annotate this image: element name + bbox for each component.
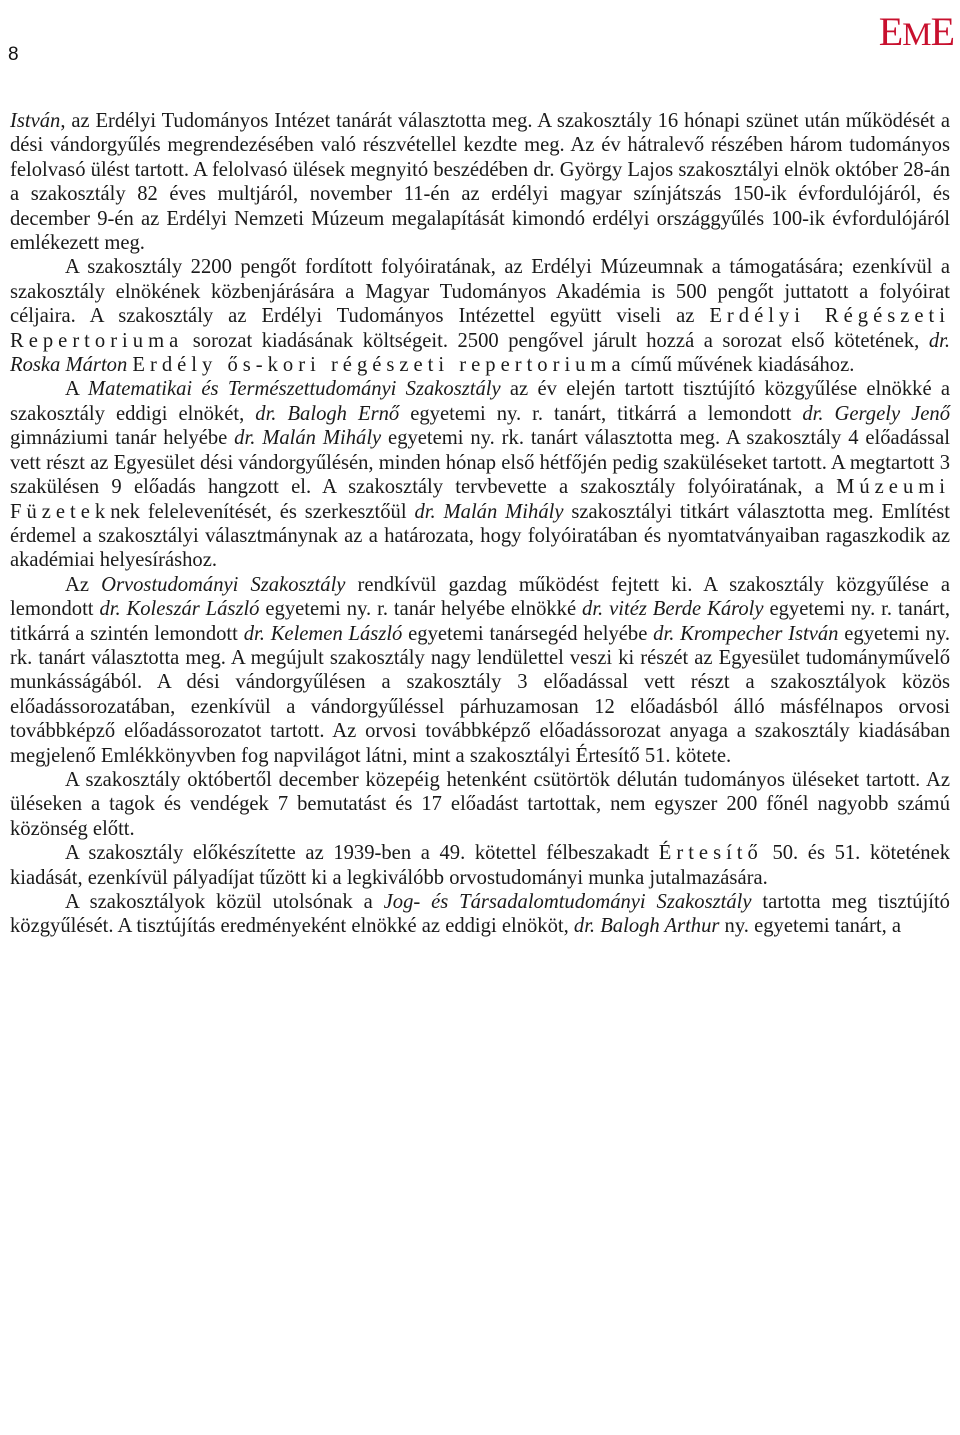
- text-run: nek felelevenítését, és szerkesztőül: [110, 500, 415, 523]
- italic-name: István: [10, 110, 61, 132]
- italic-name: dr. Krompecher István: [653, 622, 839, 645]
- spaced-title: Értesítő: [658, 842, 763, 865]
- italic-name: dr. Malán Mihály: [414, 500, 564, 523]
- text-run: rendkívül gazdag működést fejtett ki. A szakosztály közgyűlése a lemondott: [10, 573, 951, 621]
- text-run: szakosztályi titkárt választotta meg. Említést érdemel a szakosztályi választmánynak az a határozata, hogy folyóiratában és nyomtatványaiban ragaszkodik az akadémiai helyesíráshoz.: [10, 500, 950, 572]
- text-run: 50. és 51. kötetének kiadását, ezenkívül pályadíjat tűzött ki a legkiválóbb orvostudományi munka jutalmazására.: [10, 842, 950, 889]
- paragraph: [10, 841, 950, 890]
- paragraph: [10, 255, 950, 377]
- text-run: A szakosztály októbertől december közepéig hetenként csütörtök délután tudományos üléseket tartott. Az üléseken a tagok és vendégek 7 bemutatást és 17 előadást tartottak, nem egyszer 200 főnél nagyobb számú közönség előtt.: [10, 768, 950, 840]
- text-run: ny. egyetemi tanárt, a: [719, 915, 902, 938]
- italic-name: Jog- és Társadalomtudományi Szakosztály: [383, 891, 752, 913]
- text-run: , az Erdélyi Tudományos Intézet tanárát választotta meg. A szakosztály 16 hónapi szünet után működését a dési vándorgyűlés megrendezésében való részvétellel kezdte meg. Az év hátralevő részében három tudományos felolvasó ülést tartott. A felolvasó ülések megnyitó beszédében dr. György Lajos szakosztályi elnök október 28-án a szakosztály 82 éves multjáról, november 11-én az erdélyi magyar színjátszás 150-ik évfordulójáról, és december 9-én az Erdélyi Nemzeti Múzeum megalapítását kimondó erdélyi országgyűlés 100-ik évfordulójáról emlékezett meg.: [10, 110, 950, 255]
- text-run: című művének kiadásához.: [625, 354, 855, 377]
- text-run: A szakosztályok közül utolsónak a: [65, 891, 384, 913]
- italic-name: dr. Gergely Jenő: [802, 402, 951, 425]
- italic-name: dr. Kelemen László: [243, 622, 403, 645]
- italic-name: dr. Balogh Arthur: [573, 915, 720, 938]
- journal-logo: EME: [878, 9, 954, 54]
- text-run: egyetemi ny. r. tanárt, titkárrá a szintén lemondott: [10, 598, 950, 645]
- italic-name: dr. Balogh Ernő: [255, 402, 400, 425]
- paragraph: [10, 377, 950, 572]
- text-run: gimnáziumi tanár helyébe: [10, 427, 235, 450]
- spaced-title: Erdélyi Régészeti Repertoriuma: [10, 305, 950, 352]
- paragraph: [10, 573, 950, 768]
- text-run: tartotta meg tisztújító közgyűlését. A tisztújítás eredményeként elnökké az eddigi elnököt,: [10, 891, 950, 938]
- italic-name: Orvostudományi Szakosztály: [101, 573, 346, 596]
- text-run: egyetemi tanársegéd helyébe: [402, 622, 654, 645]
- article-text: [10, 109, 950, 939]
- spaced-title: Erdély ős-kori régészeti repertoriuma: [132, 354, 626, 377]
- paragraph: [10, 109, 950, 255]
- text-run: A szakosztály 2200 pengőt fordított folyóiratának, az Erdélyi Múzeumnak a támogatására; ezenkívül a szakosztály elnökének közbenjárására a Magyar Tudományos Akadémia is 500 pengőt juttatott a folyóirat céljaira. A szakosztály az Erdélyi Tudományos Intézettel együtt viseli az: [10, 256, 950, 328]
- italic-name: dr. Malán Mihály: [234, 427, 382, 450]
- text-run: egyetemi ny. r. tanár helyébe elnökké: [259, 598, 583, 621]
- text-run: egyetemi ny. rk. tanárt választotta meg. A szakosztály 4 előadással vett részt az Egyesület dési vándorgyűlésén, minden hónap első hétfőjén pedig szaküléseket tartott. A megtartott 3 szakülésen 9 előadás hangzott el. A szakosztály tervbevette a szakosztály folyóiratának, a: [10, 427, 951, 499]
- italic-name: dr. Koleszár László: [99, 598, 260, 621]
- italic-name: dr. Roska Márton: [10, 329, 950, 377]
- page-number: 8: [8, 44, 19, 65]
- text-run: az év elején tartott tisztújító közgyűlése elnökké a szakosztály eddigi elnökét,: [10, 378, 951, 425]
- italic-name: Matematikai és Természettudományi Szakosztály: [88, 378, 501, 401]
- text-run: A: [65, 378, 89, 401]
- text-run: Az: [65, 573, 102, 596]
- paragraph: [10, 768, 950, 841]
- text-run: sorozat kiadásának költségeit. 2500 pengővel járult hozzá a sorozat első kötetének,: [183, 329, 929, 352]
- spaced-title: Múzeumi Füzetek: [10, 476, 950, 523]
- text-run: egyetemi ny. r. tanárt, titkárrá a lemondott: [399, 402, 803, 425]
- paragraph: [10, 890, 950, 939]
- italic-name: dr. vitéz Berde Károly: [582, 598, 764, 621]
- text-run: egyetemi ny. rk. tanárt választotta meg. A megújult szakosztály nagy lendülettel veszi ki részét az Egyesület tudományművelő munkásságából. A dési vándorgyűlésen a szakosztály 3 előadással vett részt a szakosztályok közös előadássorozatában, ezenkívül a vándorgyűléssel párhuzamosan 12 előadásból álló másfélnapos orvosi továbbképző előadássorozatot tartott. Az orvosi továbbképző előadássorozat anyaga a szakosztály kiadásában megjelenő Emlékkönyvben fog napvilágot látni, mint a szakosztályi Értesítő 51. kötete.: [10, 622, 950, 767]
- text-run: A szakosztály előkészítette az 1939-ben a 49. kötettel félbeszakadt: [65, 842, 659, 865]
